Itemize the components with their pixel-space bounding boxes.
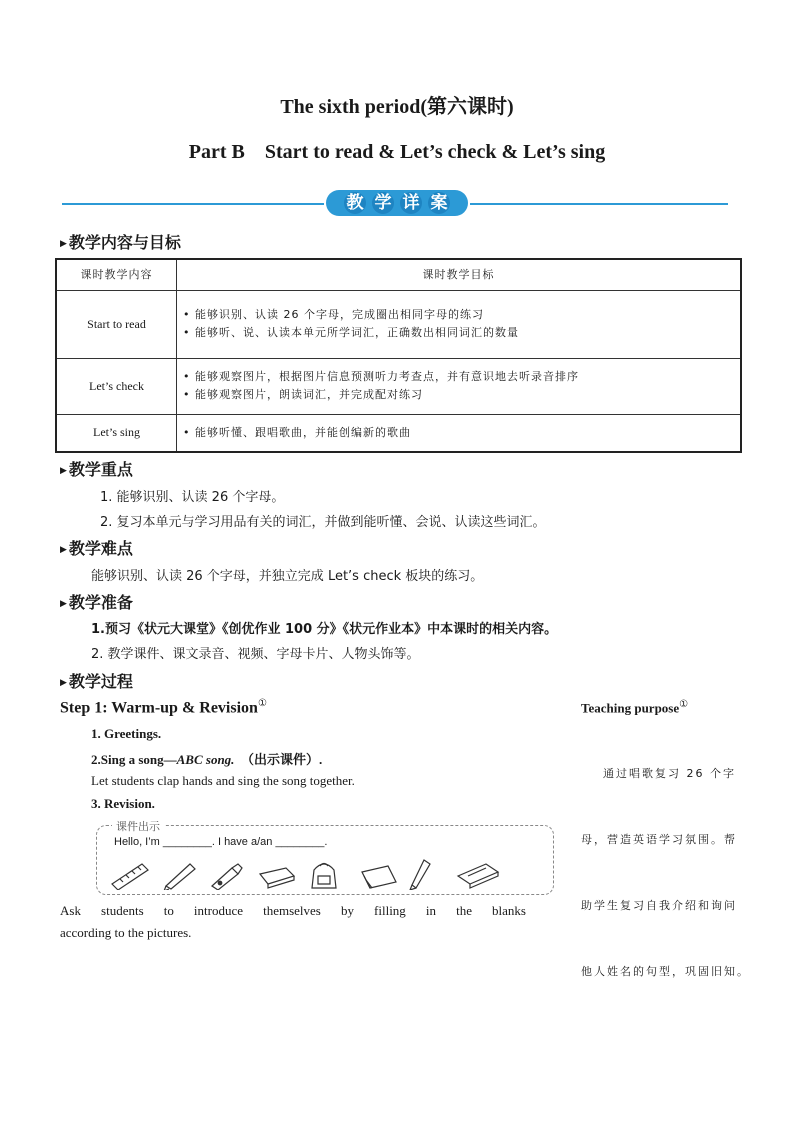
step-item-song-desc: Let students clap hands and sing the song together. xyxy=(91,773,355,788)
preparation-item: 1.预习《状元大课堂》《创优作业 100 分》《状元作业本》中本课时的相关内容。 xyxy=(91,622,558,637)
table-header-row xyxy=(56,259,741,290)
table-cell-content: Let’s sing xyxy=(56,414,177,452)
banner-char: 学 xyxy=(372,192,394,214)
triangle-icon: ▶ xyxy=(60,465,67,476)
step1-title: Step 1: Warm-up & Revision① xyxy=(60,698,267,717)
instruction-line: Ask students to introduce themselves by filling in the blanks xyxy=(60,903,526,918)
section-heading-key-points: ▶ 教学重点 xyxy=(60,460,133,479)
eraser-icon xyxy=(260,868,294,888)
step-item-revision: 3. Revision. xyxy=(91,796,155,811)
footnote-marker: ① xyxy=(679,699,689,710)
banner-char: 详 xyxy=(400,192,422,214)
instruction-line: according to the pictures. xyxy=(60,925,192,940)
step-item-song: 2.Sing a song—ABC song. （出示课件）. xyxy=(91,752,323,767)
courseware-label: 课件出示 xyxy=(112,818,164,834)
goal-line: • 能够听、说、认读本单元所学词汇，正确数出相同词汇的数量 xyxy=(183,326,519,339)
purpose-line: 母，营造英语学习氛围。帮 xyxy=(581,833,737,846)
crayon-icon xyxy=(212,864,242,890)
purpose-line: 他人姓名的句型，巩固旧知。 xyxy=(581,965,750,978)
banner-char: 教 xyxy=(344,192,366,214)
table-row xyxy=(56,414,741,452)
goal-line: • 能够听懂、跟唱歌曲，并能创编新的歌曲 xyxy=(183,425,411,439)
page-title: The sixth period(第六课时) xyxy=(280,96,514,118)
table-row xyxy=(56,290,741,358)
triangle-icon: ▶ xyxy=(60,677,67,688)
step-item-greetings: 1. Greetings. xyxy=(91,726,162,741)
preparation-item: 2. 教学课件、课文录音、视频、字母卡片、人物头饰等。 xyxy=(91,647,420,662)
table-header: 课时教学目标 xyxy=(177,259,742,290)
teaching-purpose-title: Teaching purpose① xyxy=(581,699,689,716)
table-cell-content: Let’s check xyxy=(56,358,177,414)
section-heading-content-goals: ▶ 教学内容与目标 xyxy=(60,233,181,252)
purpose-line: 助学生复习自我介绍和询问 xyxy=(581,899,737,912)
table-cell-content: Start to read xyxy=(56,290,177,358)
section-heading-difficulties: ▶ 教学难点 xyxy=(60,539,133,558)
section-heading-preparation: ▶ 教学准备 xyxy=(60,593,133,612)
section-heading-process: ▶ 教学过程 xyxy=(60,672,133,691)
goal-line: • 能够观察图片，朗读词汇，并完成配对练习 xyxy=(183,388,423,401)
courseware-sentence: Hello, I’m ________. I have a/an ________. xyxy=(114,836,328,848)
table-cell-goals xyxy=(177,414,742,452)
pencil-icon xyxy=(164,864,195,890)
table-header: 课时教学内容 xyxy=(56,259,177,290)
purpose-line: 通过唱歌复习 26 个字 xyxy=(581,767,736,780)
difficulty-text: 能够识别、认读 26 个字母，并独立完成 Let’s check 板块的练习。 xyxy=(91,569,484,584)
pen-icon xyxy=(410,860,430,890)
schoolbag-icon xyxy=(312,864,336,889)
table-row xyxy=(56,358,741,414)
goal-line: • 能够识别、认读 26 个字母，完成圈出相同字母的练习 xyxy=(183,308,484,321)
key-point-item: 2. 复习本单元与学习用品有关的词汇，并做到能听懂、会说、认读这些词汇。 xyxy=(100,515,546,530)
table-cell-goals xyxy=(177,358,742,414)
teaching-purpose-text xyxy=(581,719,753,1005)
goals-table xyxy=(55,258,742,453)
ruler-icon xyxy=(112,864,148,890)
banner-line-right xyxy=(470,203,728,205)
banner-char: 案 xyxy=(428,192,450,214)
triangle-icon: ▶ xyxy=(60,544,67,555)
book-icon xyxy=(362,866,396,888)
banner-line-left xyxy=(62,203,324,205)
section-banner xyxy=(326,190,468,216)
pencil-box-icon xyxy=(458,864,498,888)
school-supplies-icons xyxy=(108,858,508,890)
table-cell-goals xyxy=(177,290,742,358)
key-point-item: 1. 能够识别、认读 26 个字母。 xyxy=(100,490,285,505)
footnote-marker: ① xyxy=(257,698,267,709)
triangle-icon: ▶ xyxy=(60,598,67,609)
goal-line: • 能够观察图片，根据图片信息预测听力考查点，并有意识地去听录音排序 xyxy=(183,370,579,383)
page-subtitle: Part B Start to read & Let’s check & Let’s sing xyxy=(188,141,606,163)
triangle-icon: ▶ xyxy=(60,238,67,249)
